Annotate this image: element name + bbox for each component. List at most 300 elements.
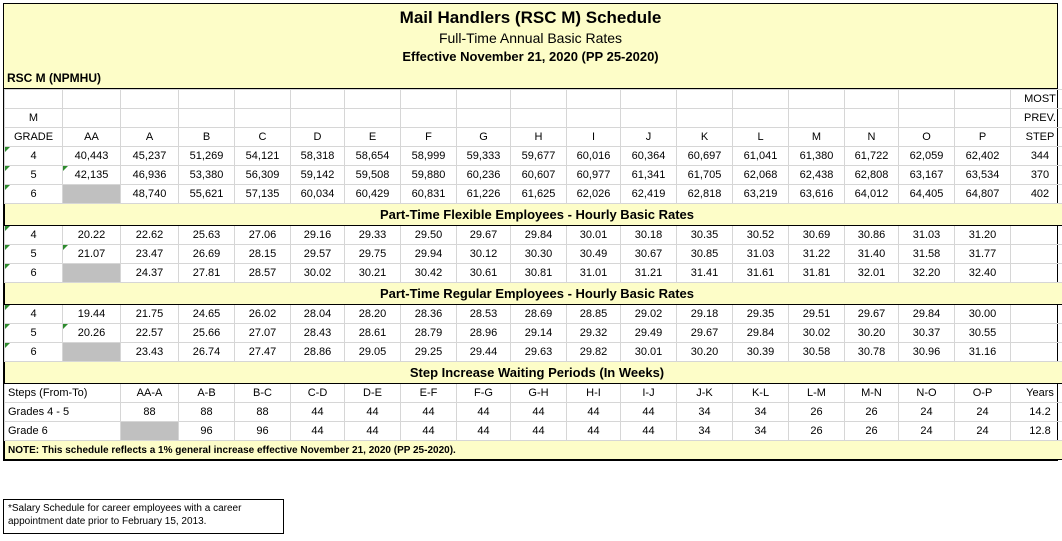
rate-cell: 48,740 xyxy=(121,185,179,204)
rate-cell: 62,402 xyxy=(955,147,1011,166)
rate-cell: 29.84 xyxy=(511,226,567,245)
blank-cell xyxy=(567,90,621,109)
wait-cell: 44 xyxy=(567,422,621,441)
rate-cell: 54,121 xyxy=(235,147,291,166)
rate-cell: 20.26 xyxy=(63,324,121,343)
rate-cell: 29.33 xyxy=(345,226,401,245)
blank-cell xyxy=(345,90,401,109)
rate-cell: 28.04 xyxy=(291,305,345,324)
rate-cell: 57,135 xyxy=(235,185,291,204)
rate-cell: 31.21 xyxy=(621,264,677,283)
wait-cell: 44 xyxy=(511,422,567,441)
rate-cell: 28.86 xyxy=(291,343,345,362)
rate-cell: 25.66 xyxy=(179,324,235,343)
wait-cell: 44 xyxy=(401,422,457,441)
rate-cell: 31.01 xyxy=(567,264,621,283)
rate-cell: 61,380 xyxy=(789,147,845,166)
rate-cell: 61,722 xyxy=(845,147,899,166)
wait-row-label: Grades 4 - 5 xyxy=(5,403,121,422)
grade-row xyxy=(5,147,1062,166)
rate-cell: 29.32 xyxy=(567,324,621,343)
wait-step-header: N-O xyxy=(899,384,955,403)
rate-cell: 29.84 xyxy=(899,305,955,324)
rate-cell: 60,364 xyxy=(621,147,677,166)
steps-from-to-label: Steps (From-To) xyxy=(5,384,121,403)
rate-cell: 60,429 xyxy=(345,185,401,204)
rate-cell: 59,508 xyxy=(345,166,401,185)
rate-cell: 29.05 xyxy=(345,343,401,362)
wait-step-header: AA-A xyxy=(121,384,179,403)
rate-cell: 31.61 xyxy=(733,264,789,283)
wait-cell: 26 xyxy=(845,403,899,422)
blank-cell xyxy=(899,90,955,109)
section-band xyxy=(5,362,1062,384)
grade-cell: 6 xyxy=(5,264,63,283)
wait-cell: 26 xyxy=(789,403,845,422)
rate-cell: 28.15 xyxy=(235,245,291,264)
wait-cell: 44 xyxy=(291,422,345,441)
rate-cell: 30.02 xyxy=(291,264,345,283)
rate-cell: 30.30 xyxy=(511,245,567,264)
rate-cell: 29.44 xyxy=(457,343,511,362)
rate-cell: 29.67 xyxy=(845,305,899,324)
wait-row xyxy=(5,403,1062,422)
wait-cell: 88 xyxy=(179,403,235,422)
blank-cell xyxy=(179,109,235,128)
rate-cell: 61,226 xyxy=(457,185,511,204)
step-header: O xyxy=(899,128,955,147)
rate-cell: 61,041 xyxy=(733,147,789,166)
blank-cell xyxy=(401,90,457,109)
wait-step-header: K-L xyxy=(733,384,789,403)
rate-cell: 62,026 xyxy=(567,185,621,204)
rate-cell: 64,807 xyxy=(955,185,1011,204)
rate-cell: 62,438 xyxy=(789,166,845,185)
rate-cell: 60,034 xyxy=(291,185,345,204)
rate-cell xyxy=(63,185,121,204)
rate-cell: 31.81 xyxy=(789,264,845,283)
rate-cell: 29.94 xyxy=(401,245,457,264)
step-header: I xyxy=(567,128,621,147)
rate-cell: 29.35 xyxy=(733,305,789,324)
rate-cell: 27.07 xyxy=(235,324,291,343)
rate-cell: 26.69 xyxy=(179,245,235,264)
rate-cell: 46,936 xyxy=(121,166,179,185)
step-header: L xyxy=(733,128,789,147)
step-header: E xyxy=(345,128,401,147)
grade-cell: 5 xyxy=(5,245,63,264)
rate-cell: 20.22 xyxy=(63,226,121,245)
wait-header-row xyxy=(5,384,1062,403)
wait-step-header: H-I xyxy=(567,384,621,403)
rate-cell: 28.53 xyxy=(457,305,511,324)
wait-step-header: D-E xyxy=(345,384,401,403)
note-row xyxy=(5,441,1062,460)
rate-cell: 29.50 xyxy=(401,226,457,245)
wait-cell: 88 xyxy=(121,403,179,422)
grade-cell: 4 xyxy=(5,305,63,324)
prev-step-cell: 402 xyxy=(1011,185,1062,204)
blank-cell xyxy=(121,90,179,109)
rate-cell: 22.62 xyxy=(121,226,179,245)
rate-cell: 62,808 xyxy=(845,166,899,185)
rate-cell: 60,016 xyxy=(567,147,621,166)
blank-cell xyxy=(63,90,121,109)
blank-cell xyxy=(789,109,845,128)
footnote-box: *Salary Schedule for career employees with a career appointment date prior to February 15, 2013. xyxy=(3,499,284,534)
header-row-prev xyxy=(5,109,1062,128)
rate-cell: 28.43 xyxy=(291,324,345,343)
wait-title: Step Increase Waiting Periods (In Weeks) xyxy=(5,362,1062,384)
m-label: M xyxy=(5,109,63,128)
header-row-most xyxy=(5,90,1062,109)
rate-cell: 31.58 xyxy=(899,245,955,264)
blank-cell xyxy=(733,90,789,109)
rate-cell: 30.20 xyxy=(677,343,733,362)
wait-cell xyxy=(121,422,179,441)
blank-cell xyxy=(511,90,567,109)
rate-cell: 29.25 xyxy=(401,343,457,362)
rate-cell xyxy=(63,343,121,362)
section-band xyxy=(5,283,1062,305)
rate-cell: 30.37 xyxy=(899,324,955,343)
rate-cell: 61,705 xyxy=(677,166,733,185)
rate-cell: 62,818 xyxy=(677,185,733,204)
blank-cell xyxy=(235,90,291,109)
rate-cell: 23.47 xyxy=(121,245,179,264)
blank-cell xyxy=(291,90,345,109)
rate-cell: 63,534 xyxy=(955,166,1011,185)
rate-cell: 30.02 xyxy=(789,324,845,343)
prev-label: PREV. xyxy=(1011,109,1062,128)
rate-cell: 22.57 xyxy=(121,324,179,343)
step-label: STEP xyxy=(1011,128,1062,147)
rate-cell: 56,309 xyxy=(235,166,291,185)
blank-cell xyxy=(621,109,677,128)
blank-cell xyxy=(345,109,401,128)
rate-cell: 28.96 xyxy=(457,324,511,343)
wait-cell: 34 xyxy=(677,422,733,441)
rate-cell: 28.36 xyxy=(401,305,457,324)
wait-cell: 26 xyxy=(845,422,899,441)
wait-step-header: B-C xyxy=(235,384,291,403)
wait-cell: 44 xyxy=(621,403,677,422)
step-header: AA xyxy=(63,128,121,147)
rate-cell: 29.57 xyxy=(291,245,345,264)
prev-step-cell: 344 xyxy=(1011,147,1062,166)
rate-cell: 28.61 xyxy=(345,324,401,343)
blank-cell xyxy=(621,90,677,109)
rate-cell: 32.20 xyxy=(899,264,955,283)
rate-cell: 30.86 xyxy=(845,226,899,245)
step-header: H xyxy=(511,128,567,147)
blank-cell xyxy=(235,109,291,128)
years-cell: 12.8 xyxy=(1011,422,1062,441)
rate-cell: 29.82 xyxy=(567,343,621,362)
wait-cell: 44 xyxy=(291,403,345,422)
rate-cell: 58,318 xyxy=(291,147,345,166)
step-header: N xyxy=(845,128,899,147)
blank-cell xyxy=(567,109,621,128)
schedule-subtitle: Full-Time Annual Basic Rates xyxy=(438,30,623,46)
rate-cell: 60,607 xyxy=(511,166,567,185)
rate-cell: 29.49 xyxy=(621,324,677,343)
rate-cell: 31.16 xyxy=(955,343,1011,362)
rate-cell: 27.47 xyxy=(235,343,291,362)
rate-cell: 31.03 xyxy=(899,226,955,245)
rate-cell: 30.85 xyxy=(677,245,733,264)
rate-cell: 30.55 xyxy=(955,324,1011,343)
rate-cell: 55,621 xyxy=(179,185,235,204)
rate-cell: 30.69 xyxy=(789,226,845,245)
rate-cell: 30.78 xyxy=(845,343,899,362)
blank-cell xyxy=(5,90,63,109)
schedule-header xyxy=(4,4,1057,89)
blank-cell xyxy=(457,109,511,128)
wait-row xyxy=(5,422,1062,441)
wait-cell: 34 xyxy=(733,422,789,441)
rate-cell: 21.07 xyxy=(63,245,121,264)
rate-cell: 62,419 xyxy=(621,185,677,204)
rate-cell: 42,135 xyxy=(63,166,121,185)
most-label: MOST xyxy=(1011,90,1062,109)
rate-cell: 62,068 xyxy=(733,166,789,185)
wait-cell: 88 xyxy=(235,403,291,422)
wait-step-header: M-N xyxy=(845,384,899,403)
section-band xyxy=(5,204,1062,226)
step-header: P xyxy=(955,128,1011,147)
rate-cell: 29.84 xyxy=(733,324,789,343)
rate-cell: 64,405 xyxy=(899,185,955,204)
rate-cell: 29.16 xyxy=(291,226,345,245)
rate-cell: 31.41 xyxy=(677,264,733,283)
wait-step-header: J-K xyxy=(677,384,733,403)
rate-cell: 26.74 xyxy=(179,343,235,362)
schedule-title: Mail Handlers (RSC M) Schedule xyxy=(399,8,662,27)
rates-table xyxy=(4,89,1062,460)
rate-cell: 45,237 xyxy=(121,147,179,166)
step-header: C xyxy=(235,128,291,147)
blank-cell xyxy=(677,90,733,109)
rate-cell: 30.52 xyxy=(733,226,789,245)
blank-cell xyxy=(511,109,567,128)
rate-cell: 29.67 xyxy=(677,324,733,343)
grade-row xyxy=(5,264,1062,283)
step-header: B xyxy=(179,128,235,147)
wait-step-header: I-J xyxy=(621,384,677,403)
grade-cell: 5 xyxy=(5,166,63,185)
rate-cell: 27.06 xyxy=(235,226,291,245)
grade-row xyxy=(5,185,1062,204)
wait-cell: 44 xyxy=(401,403,457,422)
wait-step-header: C-D xyxy=(291,384,345,403)
blank-cell xyxy=(121,109,179,128)
blank-cell xyxy=(179,90,235,109)
rate-cell: 29.63 xyxy=(511,343,567,362)
grade-label: GRADE xyxy=(5,128,63,147)
rate-cell: 32.01 xyxy=(845,264,899,283)
grade-row xyxy=(5,343,1062,362)
note-text: NOTE: This schedule reflects a 1% general increase effective November 21, 2020 (PP 25-2020). xyxy=(5,441,1062,460)
grade-row xyxy=(5,226,1062,245)
rate-cell: 28.20 xyxy=(345,305,401,324)
header-row-grade xyxy=(5,128,1062,147)
step-header: A xyxy=(121,128,179,147)
blank-cell xyxy=(899,109,955,128)
rate-cell: 28.79 xyxy=(401,324,457,343)
rate-cell: 59,142 xyxy=(291,166,345,185)
rsc-label: RSC M (NPMHU) xyxy=(7,71,101,85)
rate-cell: 63,219 xyxy=(733,185,789,204)
wait-cell: 44 xyxy=(345,422,401,441)
step-header: G xyxy=(457,128,511,147)
rate-cell: 60,697 xyxy=(677,147,733,166)
years-label: Years xyxy=(1011,384,1062,403)
blank-cell xyxy=(733,109,789,128)
rate-cell: 63,167 xyxy=(899,166,955,185)
prev-step-cell: 370 xyxy=(1011,166,1062,185)
rate-cell: 29.02 xyxy=(621,305,677,324)
wait-step-header: E-F xyxy=(401,384,457,403)
wait-row-label: Grade 6 xyxy=(5,422,121,441)
rate-cell: 60,236 xyxy=(457,166,511,185)
rate-cell xyxy=(63,264,121,283)
step-header: D xyxy=(291,128,345,147)
wait-cell: 34 xyxy=(733,403,789,422)
rate-cell: 59,880 xyxy=(401,166,457,185)
rate-cell: 64,012 xyxy=(845,185,899,204)
wait-cell: 44 xyxy=(457,403,511,422)
blank-cell xyxy=(401,109,457,128)
rate-cell: 60,831 xyxy=(401,185,457,204)
wait-cell: 96 xyxy=(235,422,291,441)
rate-cell: 59,677 xyxy=(511,147,567,166)
rate-cell: 30.96 xyxy=(899,343,955,362)
rate-cell: 26.02 xyxy=(235,305,291,324)
rate-cell: 62,059 xyxy=(899,147,955,166)
rate-cell: 29.18 xyxy=(677,305,733,324)
rate-cell: 31.22 xyxy=(789,245,845,264)
blank-cell xyxy=(789,90,845,109)
ptf-title: Part-Time Flexible Employees - Hourly Basic Rates xyxy=(5,204,1062,226)
grade-cell: 4 xyxy=(5,226,63,245)
wait-cell: 34 xyxy=(677,403,733,422)
wait-cell: 24 xyxy=(899,403,955,422)
wait-cell: 24 xyxy=(955,403,1011,422)
rate-cell: 30.18 xyxy=(621,226,677,245)
rate-cell: 21.75 xyxy=(121,305,179,324)
grade-cell: 6 xyxy=(5,185,63,204)
step-header: F xyxy=(401,128,457,147)
rate-cell: 30.20 xyxy=(845,324,899,343)
ptr-title: Part-Time Regular Employees - Hourly Basic Rates xyxy=(5,283,1062,305)
wait-step-header: F-G xyxy=(457,384,511,403)
rate-cell: 24.65 xyxy=(179,305,235,324)
schedule-sheet xyxy=(3,3,1058,461)
rate-cell: 29.67 xyxy=(457,226,511,245)
grade-cell: 6 xyxy=(5,343,63,362)
grade-row xyxy=(5,245,1062,264)
wait-step-header: A-B xyxy=(179,384,235,403)
blank-cell xyxy=(677,109,733,128)
years-cell: 14.2 xyxy=(1011,403,1062,422)
rate-cell: 30.12 xyxy=(457,245,511,264)
wait-cell: 24 xyxy=(955,422,1011,441)
rate-cell: 30.49 xyxy=(567,245,621,264)
rate-cell: 60,977 xyxy=(567,166,621,185)
rate-cell: 31.40 xyxy=(845,245,899,264)
grade-row xyxy=(5,166,1062,185)
rate-cell: 30.39 xyxy=(733,343,789,362)
rate-cell: 30.21 xyxy=(345,264,401,283)
wait-cell: 24 xyxy=(899,422,955,441)
rate-cell: 30.01 xyxy=(621,343,677,362)
rate-cell: 40,443 xyxy=(63,147,121,166)
wait-cell: 44 xyxy=(621,422,677,441)
wait-cell: 44 xyxy=(457,422,511,441)
rate-cell: 30.42 xyxy=(401,264,457,283)
blank-cell xyxy=(1011,305,1062,324)
rate-cell: 30.81 xyxy=(511,264,567,283)
rate-cell: 28.85 xyxy=(567,305,621,324)
rate-cell: 30.00 xyxy=(955,305,1011,324)
rate-cell: 31.77 xyxy=(955,245,1011,264)
rate-cell: 31.20 xyxy=(955,226,1011,245)
wait-cell: 44 xyxy=(511,403,567,422)
rate-cell: 30.58 xyxy=(789,343,845,362)
blank-cell xyxy=(291,109,345,128)
rate-cell: 30.01 xyxy=(567,226,621,245)
wait-cell: 96 xyxy=(179,422,235,441)
rate-cell: 32.40 xyxy=(955,264,1011,283)
rate-cell: 58,654 xyxy=(345,147,401,166)
rate-cell: 59,333 xyxy=(457,147,511,166)
rate-cell: 29.75 xyxy=(345,245,401,264)
rate-cell: 29.51 xyxy=(789,305,845,324)
rate-cell: 51,269 xyxy=(179,147,235,166)
rate-cell: 23.43 xyxy=(121,343,179,362)
blank-cell xyxy=(63,109,121,128)
grade-row xyxy=(5,324,1062,343)
rate-cell: 27.81 xyxy=(179,264,235,283)
rate-cell: 29.14 xyxy=(511,324,567,343)
wait-cell: 44 xyxy=(567,403,621,422)
rate-cell: 28.69 xyxy=(511,305,567,324)
rate-cell: 63,616 xyxy=(789,185,845,204)
step-header: M xyxy=(789,128,845,147)
rate-cell: 19.44 xyxy=(63,305,121,324)
rate-cell: 61,341 xyxy=(621,166,677,185)
wait-step-header: O-P xyxy=(955,384,1011,403)
blank-cell xyxy=(1011,324,1062,343)
rate-cell: 53,380 xyxy=(179,166,235,185)
step-header: K xyxy=(677,128,733,147)
rate-cell: 30.35 xyxy=(677,226,733,245)
grade-cell: 5 xyxy=(5,324,63,343)
rate-cell: 30.67 xyxy=(621,245,677,264)
blank-cell xyxy=(845,109,899,128)
step-header: J xyxy=(621,128,677,147)
rate-cell: 30.61 xyxy=(457,264,511,283)
blank-cell xyxy=(955,90,1011,109)
wait-cell: 44 xyxy=(345,403,401,422)
blank-cell xyxy=(457,90,511,109)
blank-cell xyxy=(1011,226,1062,245)
wait-step-header: G-H xyxy=(511,384,567,403)
grade-row xyxy=(5,305,1062,324)
wait-cell: 26 xyxy=(789,422,845,441)
rate-cell: 31.03 xyxy=(733,245,789,264)
